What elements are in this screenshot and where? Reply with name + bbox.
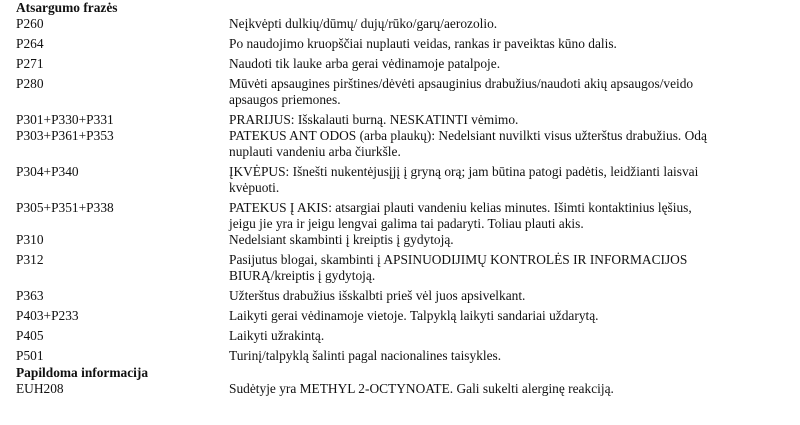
phrase-text	[229, 56, 800, 72]
phrase-row-p264	[16, 36, 800, 52]
phrase-code: P303+P361+P353	[16, 128, 114, 143]
phrase-row-p310	[16, 232, 800, 248]
phrase-text	[229, 36, 800, 52]
phrase-line: Nedelsiant skambinti į kreiptis į gydytoją.	[229, 232, 454, 247]
phrase-code: P403+P233	[16, 308, 79, 323]
phrase-line: Naudoti tik lauke arba gerai vėdinamoje patalpoje.	[229, 56, 501, 71]
phrase-code: P264	[16, 36, 44, 51]
phrase-line: Laikyti gerai vėdinamoje vietoje. Talpyklą laikyti sandariai uždarytą.	[229, 308, 599, 323]
phrase-line: ĮKVĖPUS: Išnešti nukentėjusįjį į gryną orą; jam būtina patogi padėtis, leidžianti laisvai	[229, 164, 699, 179]
phrase-row-p304-p340	[16, 164, 800, 196]
phrase-line: PRARIJUS: Išskalauti burną. NESKATINTI vėmimo.	[229, 112, 519, 127]
phrase-code: P271	[16, 56, 44, 71]
phrase-row-p305-p351-p338	[16, 200, 800, 232]
phrase-row-p301-p330-p331	[16, 112, 800, 128]
phrase-line: kvėpuoti.	[229, 180, 280, 195]
phrase-code: P260	[16, 16, 44, 31]
phrase-line: Pasijutus blogai, skambinti į APSINUODIJIMŲ KONTROLĖS IR INFORMACIJOS	[229, 252, 688, 267]
phrase-text	[229, 232, 800, 248]
phrase-line: apsaugos priemones.	[229, 92, 341, 107]
phrase-line: jeigu jie yra ir jeigu lengvai galima tai padaryti. Toliau plauti akis.	[229, 216, 584, 231]
phrase-code: P310	[16, 232, 44, 247]
phrase-row-p280	[16, 76, 800, 108]
phrase-row-p363	[16, 288, 800, 304]
phrase-text	[229, 200, 800, 232]
phrase-code: P363	[16, 288, 44, 303]
phrase-text	[229, 348, 800, 364]
phrase-code: EUH208	[16, 381, 64, 396]
phrase-line: Po naudojimo kruopščiai nuplauti veidas, rankas ir paveiktas kūno dalis.	[229, 36, 617, 51]
phrase-code: P304+P340	[16, 164, 79, 179]
phrase-line: Neįkvėpti dulkių/dūmų/ dujų/rūko/garų/aerozolio.	[229, 16, 498, 31]
phrase-text	[229, 328, 800, 344]
phrase-text	[229, 128, 800, 160]
section-title-precautionary: Atsargumo frazės	[16, 0, 118, 15]
phrase-line: PATEKUS ANT ODOS (arba plaukų): Nedelsiant nuvilkti visus užterštus drabužius. Odą	[229, 128, 707, 143]
phrase-line: Užterštus drabužius išskalbti prieš vėl juos apsivelkant.	[229, 288, 526, 303]
phrase-text	[229, 308, 800, 324]
phrase-line: Mūvėti apsaugines pirštines/dėvėti apsauginius drabužius/naudoti akių apsaugos/veido	[229, 76, 694, 91]
phrase-row-p405	[16, 328, 800, 344]
phrase-row-p403-p233	[16, 308, 800, 324]
phrase-line: PATEKUS Į AKIS: atsargiai plauti vandeniu kelias minutes. Išimti kontaktinius lęšius,	[229, 200, 692, 215]
phrase-row-euh208	[16, 381, 800, 397]
phrase-row-p312	[16, 252, 800, 284]
phrase-code: P405	[16, 328, 44, 343]
phrase-line: Laikyti užrakintą.	[229, 328, 325, 343]
phrase-text	[229, 112, 800, 128]
phrase-line: BIURĄ/kreiptis į gydytoją.	[229, 268, 376, 283]
phrase-code: P305+P351+P338	[16, 200, 114, 215]
phrase-text	[229, 76, 800, 108]
phrase-row-p501	[16, 348, 800, 364]
phrase-line: Turinį/talpyklą šalinti pagal nacionalines taisykles.	[229, 348, 502, 363]
phrase-row-p260	[16, 16, 800, 32]
phrase-text	[229, 252, 800, 284]
phrase-row-p271	[16, 56, 800, 72]
phrase-text	[229, 381, 800, 397]
phrase-code: P280	[16, 76, 44, 91]
phrase-code: P501	[16, 348, 44, 363]
phrase-line: Sudėtyje yra METHYL 2-OCTYNOATE. Gali sukelti alerginę reakciją.	[229, 381, 614, 396]
section-title-additional-info: Papildoma informacija	[16, 365, 149, 380]
phrase-code: P312	[16, 252, 44, 267]
phrase-text	[229, 16, 800, 32]
phrase-text	[229, 164, 800, 196]
phrase-line: nuplauti vandeniu arba čiurkšle.	[229, 144, 401, 159]
phrase-row-p303-p361-p353	[16, 128, 800, 160]
phrase-code: P301+P330+P331	[16, 112, 114, 127]
phrase-text	[229, 288, 800, 304]
